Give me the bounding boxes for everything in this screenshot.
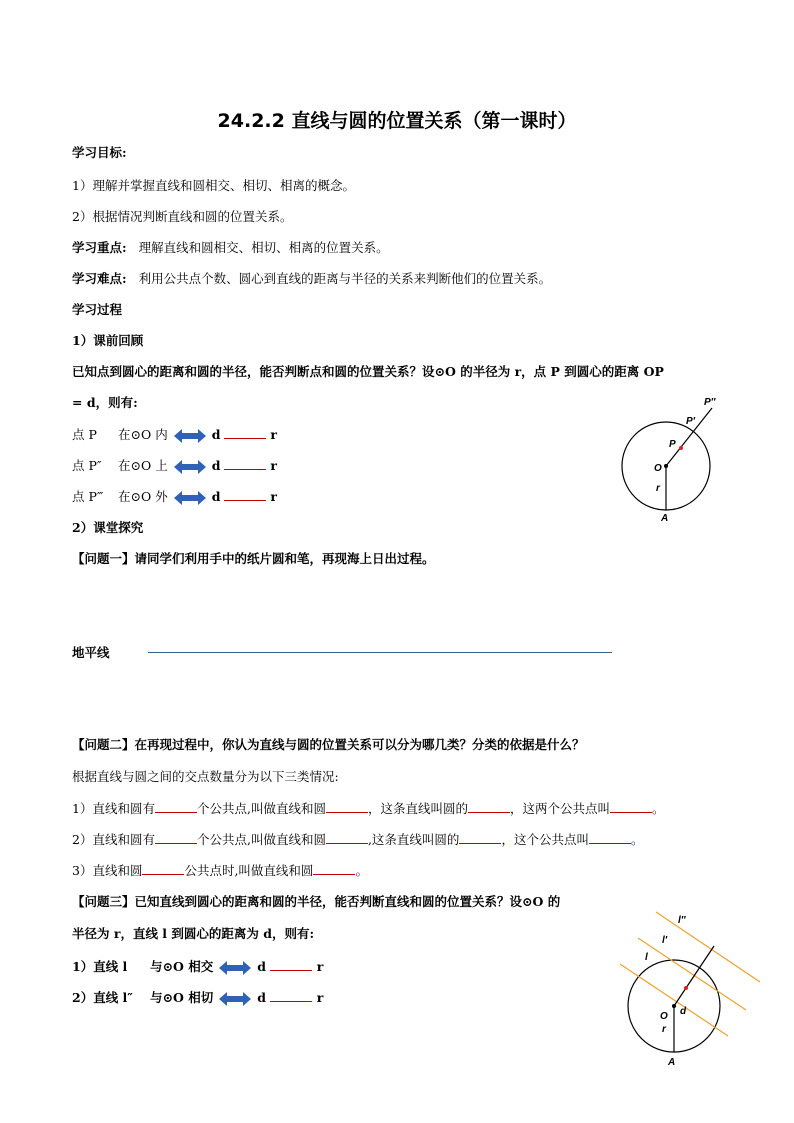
label-a: A xyxy=(661,513,669,524)
r-symbol: r xyxy=(270,427,278,442)
double-arrow-icon xyxy=(174,429,206,443)
question-1: 【问题一】请同学们利用手中的纸片圆和笔，再现海上日出过程。 xyxy=(72,551,435,566)
line-row-tangent xyxy=(72,989,323,1007)
text-segment: 3）直线和圆 xyxy=(72,863,143,878)
point-p xyxy=(679,446,683,450)
point-circle-figure xyxy=(612,392,728,524)
text-segment: ,这条直线叫圆的 xyxy=(367,832,460,847)
d-symbol: d xyxy=(211,427,221,442)
question-2: 【问题二】在再现过程中，你认为直线与圆的位置关系可以分为哪几类？分类的依据是什么？ xyxy=(72,737,585,752)
label-l-double: l″ xyxy=(678,915,686,926)
text-segment: 个公共点,叫做直线和圆 xyxy=(196,801,326,816)
answer-blank[interactable] xyxy=(468,800,510,813)
text-segment: 。 xyxy=(355,863,368,878)
point-relation: 在⊙O 内 xyxy=(118,427,168,442)
question-2-intro: 根据直线与圆之间的交点数量分为以下三类情况: xyxy=(72,769,339,784)
point-row-outside xyxy=(72,488,277,506)
line-label: 1）直线 l xyxy=(72,959,128,974)
label-a: A xyxy=(668,1057,676,1068)
double-arrow-icon xyxy=(219,961,251,975)
text-segment: 。 xyxy=(651,801,665,816)
foot-point xyxy=(684,986,688,990)
answer-blank[interactable] xyxy=(142,862,184,875)
point-label: 点 P‴ xyxy=(72,489,104,504)
difficult-points xyxy=(72,270,551,288)
horizon-line xyxy=(148,652,612,653)
answer-blank[interactable] xyxy=(224,488,266,501)
d-symbol: d xyxy=(257,990,266,1005)
point-label: 点 P″ xyxy=(72,458,102,473)
label-o: O xyxy=(660,1011,668,1022)
goal-1: 1）理解并掌握直线和圆相交、相切、相离的概念。 xyxy=(72,178,355,193)
question-3-line-2: 半径为 r，直线 l 到圆心的距离为 d，则有: xyxy=(72,926,315,941)
key-text: 理解直线和圆相交、相切、相离的位置关系。 xyxy=(138,240,389,255)
point-label: 点 P xyxy=(72,427,97,442)
review-question-line-2: = d，则有: xyxy=(72,395,138,410)
answer-blank[interactable] xyxy=(589,831,631,844)
answer-blank[interactable] xyxy=(313,862,355,875)
classification-1 xyxy=(72,800,665,818)
key-label: 学习重点: xyxy=(72,240,127,255)
answer-blank[interactable] xyxy=(224,457,266,470)
point-row-on xyxy=(72,457,277,475)
horizon-label: 地平线 xyxy=(72,645,110,660)
line-circle-figure xyxy=(620,910,760,1068)
text-segment: 。 xyxy=(630,832,644,847)
line-l-prime xyxy=(638,938,746,1010)
label-p-prime: P′ xyxy=(686,416,696,427)
review-heading: 1）课前回顾 xyxy=(72,333,144,348)
answer-blank[interactable] xyxy=(270,958,312,971)
goal-2: 2）根据情况判断直线和圆的位置关系。 xyxy=(72,209,293,224)
label-r: r xyxy=(662,1024,666,1035)
label-p: P xyxy=(669,439,676,450)
line-label: 2）直线 l″ xyxy=(72,990,133,1005)
key-points xyxy=(72,239,389,257)
d-symbol: d xyxy=(211,489,221,504)
text-segment: ，这两个公共点叫 xyxy=(509,801,610,816)
r-symbol: r xyxy=(270,458,278,473)
answer-blank[interactable] xyxy=(155,800,197,813)
explore-heading: 2）课堂探究 xyxy=(72,520,144,535)
text-segment: 公共点时,叫做直线和圆 xyxy=(184,863,314,878)
answer-blank[interactable] xyxy=(610,800,652,813)
difficulty-text: 利用公共点个数、圆心到直线的距离与半径的关系来判断他们的位置关系。 xyxy=(138,271,552,286)
classification-2 xyxy=(72,831,643,849)
question-3-line-1: 【问题三】已知直线到圆心的距离和圆的半径，能否判断直线和圆的位置关系？设⊙O 的 xyxy=(72,894,561,909)
point-relation: 在⊙O 上 xyxy=(118,458,168,473)
text-segment: 2）直线和圆有 xyxy=(72,832,155,847)
d-symbol: d xyxy=(211,458,221,473)
label-o: O xyxy=(654,463,662,474)
text-segment: ，这个公共点叫 xyxy=(501,832,589,847)
difficulty-label: 学习难点: xyxy=(72,271,127,286)
line-row-intersect xyxy=(72,958,323,976)
double-arrow-icon xyxy=(219,992,251,1006)
label-l-prime: l′ xyxy=(662,935,668,946)
label-d: d xyxy=(680,1006,687,1017)
answer-blank[interactable] xyxy=(155,831,197,844)
center-point xyxy=(672,1004,676,1008)
text-segment: 个公共点,叫做直线和圆 xyxy=(196,832,326,847)
line-relation: 与⊙O 相交 xyxy=(150,959,214,974)
r-symbol: r xyxy=(270,489,278,504)
classification-3 xyxy=(72,862,368,880)
answer-blank[interactable] xyxy=(459,831,501,844)
double-arrow-icon xyxy=(174,460,206,474)
answer-blank[interactable] xyxy=(326,831,368,844)
text-segment: ，这条直线叫圆的 xyxy=(367,801,468,816)
label-l: l xyxy=(645,952,648,963)
center-point xyxy=(664,464,668,468)
d-symbol: d xyxy=(257,959,266,974)
answer-blank[interactable] xyxy=(270,989,312,1002)
point-relation: 在⊙O 外 xyxy=(118,489,168,504)
text-segment: 1）直线和圆有 xyxy=(72,801,155,816)
perpendicular-d xyxy=(674,946,714,1006)
process-heading: 学习过程 xyxy=(72,302,123,317)
page-title: 24.2.2 直线与圆的位置关系（第一课时） xyxy=(217,110,577,132)
review-question-line-1: 已知点到圆心的距离和圆的半径，能否判断点和圆的位置关系？设⊙O 的半径为 r，点 P 到圆心的距离 OP xyxy=(72,364,664,379)
goals-heading: 学习目标: xyxy=(72,145,127,160)
answer-blank[interactable] xyxy=(224,426,266,439)
double-arrow-icon xyxy=(174,491,206,505)
line-relation: 与⊙O 相切 xyxy=(150,990,214,1005)
answer-blank[interactable] xyxy=(326,800,368,813)
label-r: r xyxy=(656,483,660,494)
line-l-double xyxy=(656,912,760,982)
r-symbol: r xyxy=(316,959,324,974)
label-p-double: P″ xyxy=(704,397,716,408)
point-row-inside xyxy=(72,426,277,444)
r-symbol: r xyxy=(316,990,324,1005)
